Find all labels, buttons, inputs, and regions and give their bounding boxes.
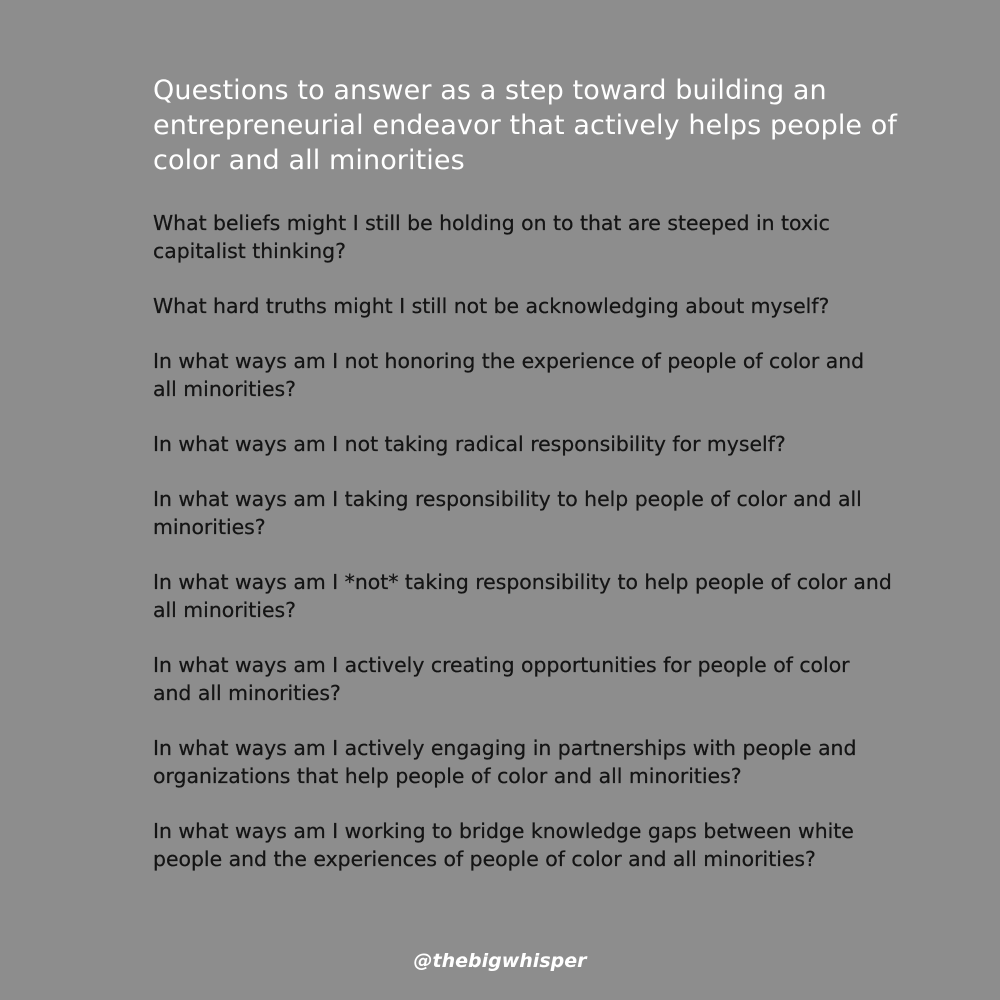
question-item: What hard truths might I still not be acknowledging about myself? (153, 294, 830, 318)
question-list (153, 209, 893, 900)
question-item: In what ways am I working to bridge knowledge gaps between white people and the experiences of people of color and all minorities? (153, 819, 854, 871)
post-title: Questions to answer as a step toward building an entrepreneurial endeavor that actively helps people of color and all minorities (153, 75, 898, 176)
question-item: What beliefs might I still be holding on to that are steeped in toxic capitalist thinking? (153, 211, 830, 263)
question-item: In what ways am I not honoring the experience of people of color and all minorities? (153, 349, 865, 401)
question-item: In what ways am I actively creating opportunities for people of color and all minorities? (153, 653, 850, 705)
question-item: In what ways am I not taking radical responsibility for myself? (153, 432, 786, 456)
author-handle: @thebigwhisper (413, 950, 587, 972)
question-item: In what ways am I actively engaging in partnerships with people and organizations that help people of color and all minorities? (153, 736, 857, 788)
question-item: In what ways am I *not* taking responsibility to help people of color and all minorities? (153, 570, 892, 622)
question-item: In what ways am I taking responsibility to help people of color and all minorities? (153, 487, 862, 539)
